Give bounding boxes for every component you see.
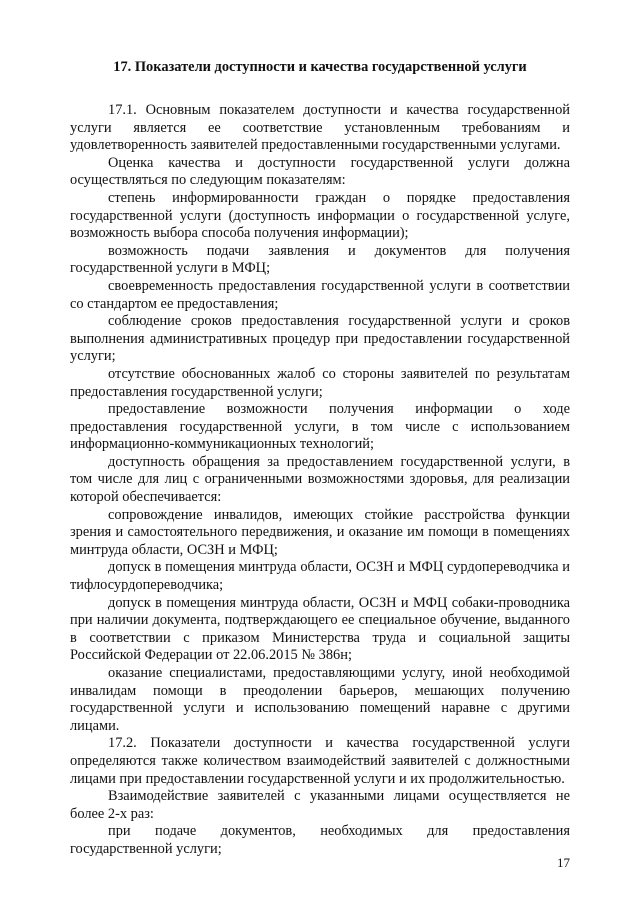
paragraph: 17.2. Показатели доступности и качества государственной услуги определяются также количеством взаимодействий заявителей с должностными лицами при предоставлении государственной услуги и их продолжительностью. (70, 735, 570, 787)
paragraph: отсутствие обоснованных жалоб со стороны заявителей по результатам предоставления государственной услуги; (70, 365, 570, 400)
paragraph: Взаимодействие заявителей с указанными лицами осуществляется не более 2-х раз: (70, 788, 570, 822)
paragraph: при подаче документов, необходимых для предоставления государственной услуги; (70, 823, 570, 857)
paragraph: своевременность предоставления государственной услуги в соответствии со стандартом ее предоставления; (70, 277, 570, 312)
page-number: 17 (557, 855, 570, 870)
paragraph: предоставление возможности получения информации о ходе предоставления государственной услуги, в том числе с использованием информационно-коммуникационных технологий; (70, 401, 570, 453)
paragraph: соблюдение сроков предоставления государственной услуги и сроков выполнения административных процедур при предоставлении государственной услуги; (70, 313, 570, 365)
paragraph: допуск в помещения минтруда области, ОСЗН и МФЦ сурдопереводчика и тифлосурдопереводчика; (70, 559, 570, 594)
paragraph: доступность обращения за предоставлением государственной услуги, в том числе для лиц с ограниченными возможностями здоровья, для реализации которой обеспечивается: (70, 453, 570, 506)
paragraph: Оценка качества и доступности государственной услуги должна осуществляться по следующим показателям: (70, 154, 570, 189)
paragraph: степень информированности граждан о порядке предоставления государственной услуги (доступность информации о государственной услуге, возможность выбора способа получения информации); (70, 189, 570, 242)
section-heading: 17. Показатели доступности и качества государственной услуги (113, 59, 527, 75)
paragraph: 17.1. Основным показателем доступности и качества государственной услуги является ее соответствие установленным требованиям и удовлетворенность заявителей предоставленными государственными услугами. (70, 102, 570, 154)
paragraph: сопровождение инвалидов, имеющих стойкие расстройства функции зрения и самостоятельного передвижения, и оказание им помощи в помещениях минтруда области, ОСЗН и МФЦ; (70, 506, 570, 558)
paragraph: допуск в помещения минтруда области, ОСЗН и МФЦ собаки-проводника при наличии документа, подтверждающего ее специальное обучение, выданного в соответствии с приказом Министерства труда и социальной защиты Российской Федерации от 22.06.2015 № 386н; (70, 594, 570, 664)
paragraph: оказание специалистами, предоставляющими услугу, иной необходимой инвалидам помощи в преодолении барьеров, мешающих получению государственной услуги и использованию помещений наравне с другими лицами. (70, 665, 570, 734)
paragraph: возможность подачи заявления и документов для получения государственной услуги в МФЦ; (70, 242, 570, 277)
body-text (70, 102, 570, 859)
